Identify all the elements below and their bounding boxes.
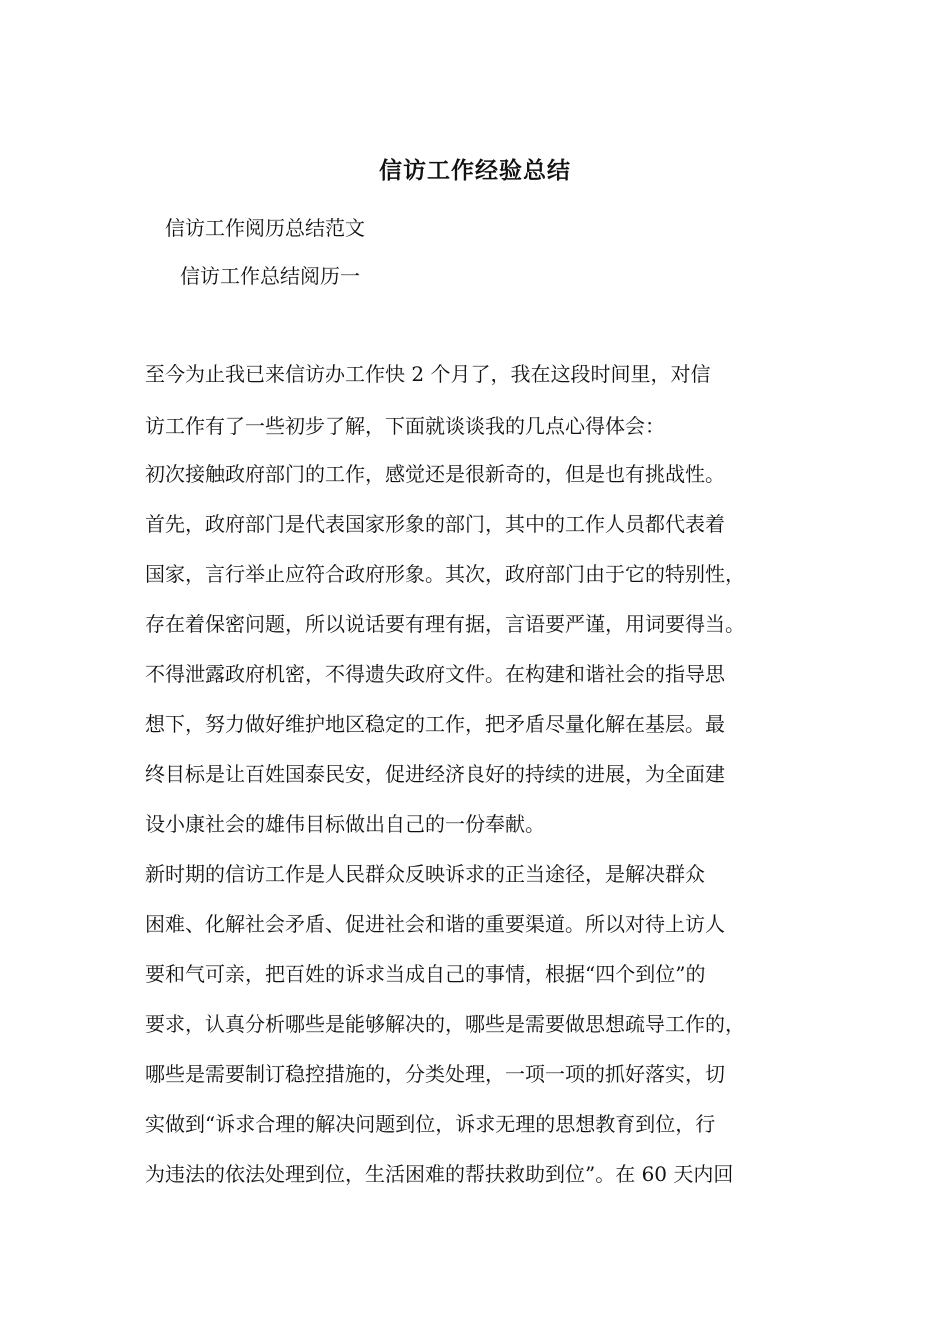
body-line: 初次接触政府部门的工作，感觉还是很新奇的，但是也有挑战性。: [145, 462, 725, 486]
body-line: 要求，认真分析哪些是能够解决的，哪些是需要做思想疏导工作的，: [145, 1012, 745, 1036]
body-line: 终目标是让百姓国泰民安，促进经济良好的持续的进展，为全面建: [145, 762, 725, 786]
body-line: 国家，言行举止应符合政府形象。其次，政府部门由于它的特别性，: [145, 562, 745, 586]
body-line: 新时期的信访工作是人民群众反映诉求的正当途径，是解决群众: [145, 862, 705, 886]
body-line: 首先，政府部门是代表国家形象的部门，其中的工作人员都代表着: [145, 512, 725, 536]
body-line: 想下，努力做好维护地区稳定的工作，把矛盾尽量化解在基层。最: [145, 712, 725, 736]
body-line: 要和气可亲，把百姓的诉求当成自己的事情，根据“四个到位”的: [145, 962, 706, 986]
body-line: 存在着保密问题，所以说话要有理有据，言语要严谨，用词要得当。: [145, 612, 745, 636]
document-title: 信访工作经验总结: [379, 157, 571, 184]
body-line: 至今为止我已来信访办工作快 2 个月了，我在这段时间里，对信: [145, 362, 711, 386]
document-section-heading: 信访工作总结阅历一: [180, 264, 360, 288]
body-line: 实做到“诉求合理的解决问题到位，诉求无理的思想教育到位，行: [145, 1112, 716, 1136]
body-line: 不得泄露政府机密，不得遗失政府文件。在构建和谐社会的指导思: [145, 662, 725, 686]
body-line: 访工作有了一些初步了解，下面就谈谈我的几点心得体会：: [145, 414, 665, 438]
body-line: 困难、化解社会矛盾、促进社会和谐的重要渠道。所以对待上访人: [145, 912, 725, 936]
document-subtitle: 信访工作阅历总结范文: [165, 216, 365, 240]
body-line: 哪些是需要制订稳控措施的，分类处理，一项一项的抓好落实，切: [145, 1062, 725, 1086]
body-line: 设小康社会的雄伟目标做出自己的一份奉献。: [145, 812, 545, 836]
body-line: 为违法的依法处理到位，生活困难的帮扶救助到位”。在 60 天内回: [145, 1162, 734, 1186]
